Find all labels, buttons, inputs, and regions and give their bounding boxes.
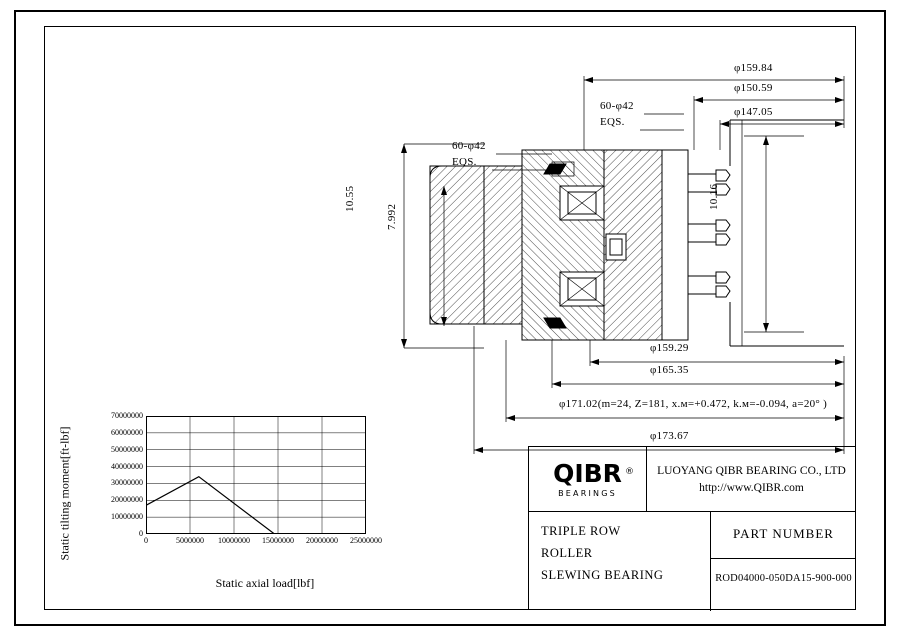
product-description-line-2: ROLLER (541, 546, 593, 560)
dim-right-1: φ159.84 (734, 62, 773, 74)
load-capacity-chart (57, 394, 420, 610)
chart-xtick-1: 5000000 (176, 536, 204, 545)
company-info (647, 447, 856, 511)
title-block-header (529, 447, 856, 512)
product-description-line-3: SLEWING BEARING (541, 568, 664, 582)
title-block (528, 446, 856, 610)
chart-xtick-0: 0 (144, 536, 148, 545)
chart-x-axis-label: Static axial load[lbf] (215, 576, 315, 590)
chart-plot-area (111, 411, 382, 545)
dim-vertical-inner: 7.992 (386, 203, 398, 230)
product-description-line-1: TRIPLE ROW (541, 524, 621, 538)
chart-xtick-2: 10000000 (218, 536, 250, 545)
chart-svg (146, 416, 366, 534)
dim-right-3: φ147.05 (734, 106, 773, 118)
part-number-value: ROD04000-050DA15-900-000 (715, 573, 852, 584)
dim-vertical-outer: 10.55 (344, 185, 356, 212)
dim-bottom-2: φ165.35 (650, 364, 689, 376)
chart-xtick-5: 25000000 (350, 536, 382, 545)
company-name: LUOYANG QIBR BEARING CO., LTD (657, 464, 846, 477)
chart-xtick-3: 15000000 (262, 536, 294, 545)
product-description (529, 512, 711, 611)
chart-ytick-3: 30000000 (111, 478, 143, 488)
chart-ytick-1: 10000000 (111, 512, 143, 522)
title-block-body (529, 512, 856, 611)
qibr-logo (529, 447, 647, 511)
chart-ytick-4: 40000000 (111, 461, 143, 471)
chart-y-axis-label-text: Static tilting moment[ft-lbf] (57, 426, 72, 560)
dim-vertical-right: 10.16 (708, 183, 720, 210)
company-website[interactable]: http://www.QIBR.com (699, 481, 804, 494)
part-number-label: PART NUMBER (733, 526, 834, 541)
chart-ytick-7: 70000000 (111, 411, 143, 420)
chart-ytick-6: 60000000 (111, 427, 143, 437)
dim-bottom-3: φ171.02(m=24, Z=181, x.м=+0.472, k.м=-0.094, a=20° ) (559, 398, 828, 410)
hole-note-left-line2: EQS. (452, 156, 477, 168)
part-number-block (711, 512, 856, 611)
hole-note-top-line2: EQS. (600, 116, 625, 128)
dim-bottom-4: φ173.67 (650, 430, 689, 442)
chart-y-axis-label (56, 398, 74, 588)
chart-ytick-5: 50000000 (111, 444, 143, 454)
chart-ytick-0: 0 (139, 529, 143, 538)
hole-note-top-line1: 60-φ42 (600, 100, 634, 112)
registered-trademark-icon: ® (624, 466, 634, 477)
part-number-divider (711, 558, 856, 559)
logo-sub-text: BEARINGS (558, 488, 617, 498)
dim-bottom-1: φ159.29 (650, 342, 689, 354)
logo-brand-label: QIBR (553, 458, 622, 488)
logo-brand-text (553, 458, 634, 488)
chart-ytick-2: 20000000 (111, 495, 143, 505)
hole-note-left-line1: 60-φ42 (452, 140, 486, 152)
chart-xtick-4: 20000000 (306, 536, 338, 545)
dim-right-2: φ150.59 (734, 82, 773, 94)
